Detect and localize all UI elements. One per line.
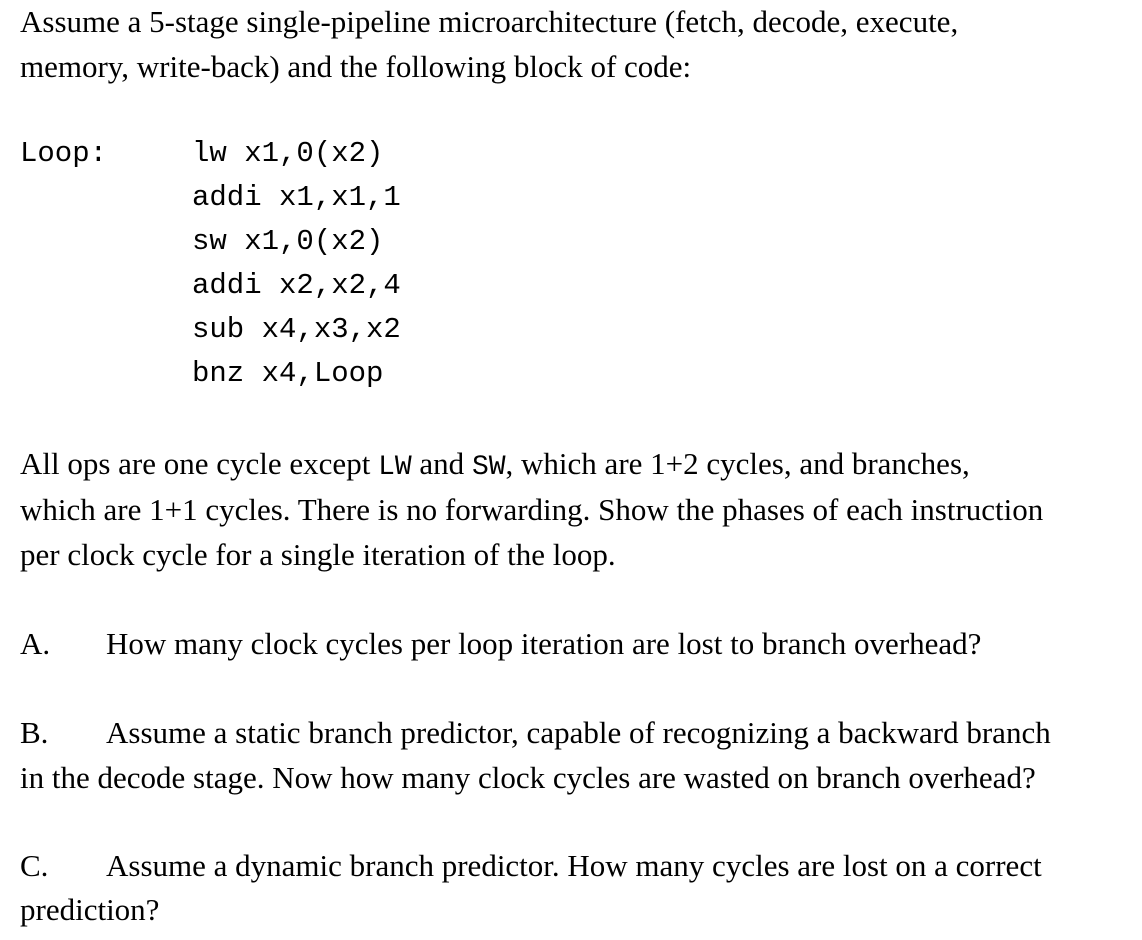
question-c-text-1: Assume a dynamic branch predictor. How many cycles are lost on a correct <box>106 848 1042 883</box>
code-loop-label: Loop: <box>20 137 108 170</box>
question-b-text-2: in the decode stage. Now how many clock cycles are wasted on branch overhead? <box>20 760 1036 795</box>
code-line-5: sub x4,x3,x2 <box>192 313 401 346</box>
question-b-text-1: Assume a static branch predictor, capable of recognizing a backward branch <box>106 715 1051 750</box>
question-c-letter: C. <box>20 848 49 883</box>
code-line-1: lw x1,0(x2) <box>192 137 384 170</box>
code-line-2: addi x1,x1,1 <box>192 181 401 214</box>
question-c-text-2: prediction? <box>20 892 160 927</box>
desc-sw-code: SW <box>471 452 506 483</box>
intro-line-1: Assume a 5-stage single-pipeline microarchitecture (fetch, decode, execute, <box>20 4 959 39</box>
desc-lw-code: LW <box>378 452 412 483</box>
code-line-3: sw x1,0(x2) <box>192 225 384 258</box>
desc-text-1c: , which are 1+2 cycles, and branches, <box>505 446 970 481</box>
intro-line-2: memory, write-back) and the following block of code: <box>20 49 692 84</box>
desc-line-1 <box>20 444 970 488</box>
desc-text-1a: All ops are one cycle except <box>20 446 379 481</box>
code-line-4: addi x2,x2,4 <box>192 269 401 302</box>
code-line-6: bnz x4,Loop <box>192 357 384 390</box>
question-a-text: How many clock cycles per loop iteration are lost to branch overhead? <box>106 626 982 661</box>
question-b-letter: B. <box>20 715 49 750</box>
desc-text-1b: and <box>411 446 472 481</box>
question-a-letter: A. <box>20 626 51 661</box>
desc-line-2: which are 1+1 cycles. There is no forwarding. Show the phases of each instruction <box>20 492 1044 527</box>
desc-line-3: per clock cycle for a single iteration of the loop. <box>20 537 616 572</box>
